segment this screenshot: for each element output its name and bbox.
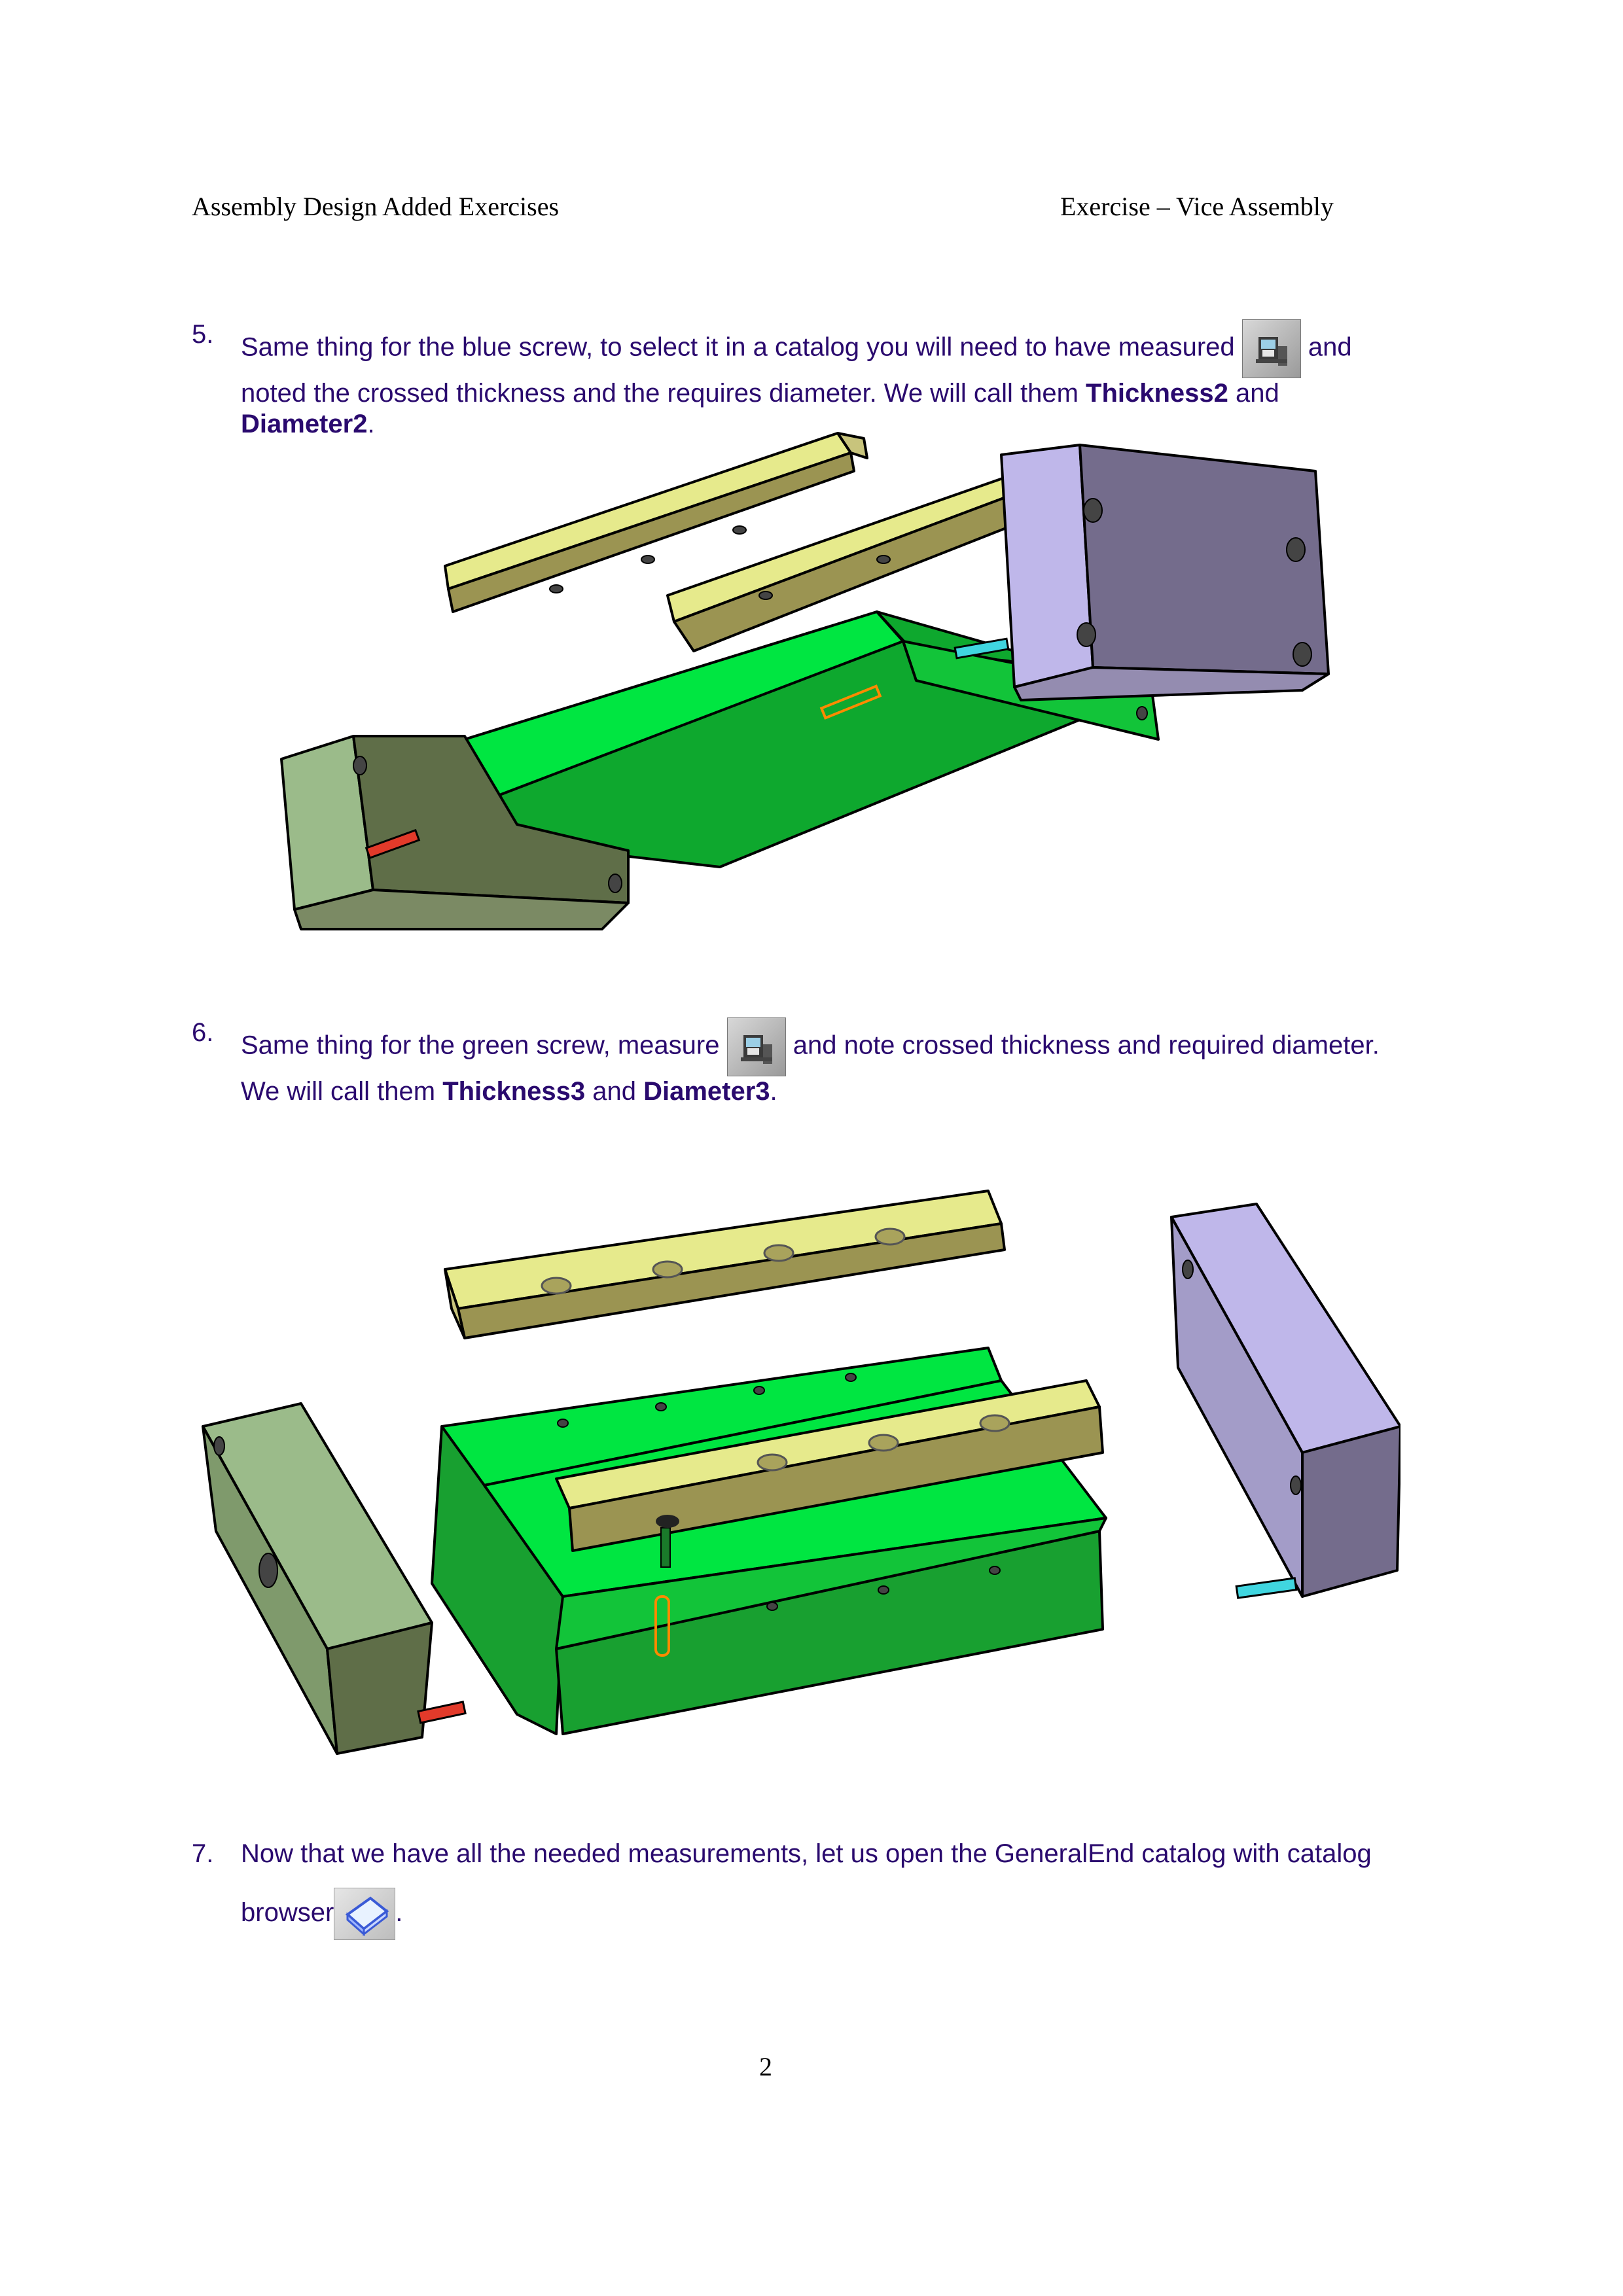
- step-text-part: and: [1300, 332, 1352, 362]
- diameter3-label: Diameter3: [643, 1077, 770, 1106]
- page-number: 2: [759, 2052, 772, 2081]
- step-text-part: and note crossed thickness and required diameter.: [785, 1031, 1380, 1060]
- step-text-part: and: [585, 1077, 644, 1106]
- thickness2-label: Thickness2: [1086, 379, 1228, 408]
- step-text-part: We will call them: [241, 1077, 443, 1106]
- step-text-part: and: [1228, 379, 1279, 408]
- vice-assembly-figure-2: [190, 1178, 1400, 1799]
- step-text-part: Same thing for the blue screw, to select it in a catalog you will need to have measured: [241, 332, 1235, 362]
- header-right: Exercise – Vice Assembly: [1060, 192, 1334, 221]
- step-text-part: .: [367, 410, 375, 438]
- measure-icon: [1242, 319, 1301, 378]
- step-number: 6.: [192, 1018, 214, 1047]
- step-number: 7.: [192, 1839, 214, 1868]
- step-text-part: Now that we have all the needed measurements, let us open the GeneralEnd catalog with catalog: [241, 1839, 1372, 1868]
- diameter2-label: Diameter2: [241, 410, 368, 438]
- header-left: Assembly Design Added Exercises: [192, 192, 560, 221]
- step-text-part: .: [395, 1898, 403, 1927]
- catalog-browser-icon: [334, 1888, 395, 1940]
- step-text: [241, 1824, 1563, 1942]
- thickness3-label: Thickness3: [442, 1077, 586, 1106]
- step-text: [241, 319, 1563, 440]
- vice-assembly-figure-1: [275, 432, 1361, 955]
- step-text-part: browser: [241, 1898, 334, 1927]
- step-text-part: Same thing for the green screw, measure: [241, 1031, 727, 1060]
- step-text-part: noted the crossed thickness and the requires diameter. We will call them: [241, 379, 1086, 408]
- step-text: [241, 1017, 1563, 1107]
- measure-icon: [727, 1017, 786, 1076]
- step-number: 5.: [192, 320, 214, 349]
- step-text-part: .: [770, 1077, 777, 1106]
